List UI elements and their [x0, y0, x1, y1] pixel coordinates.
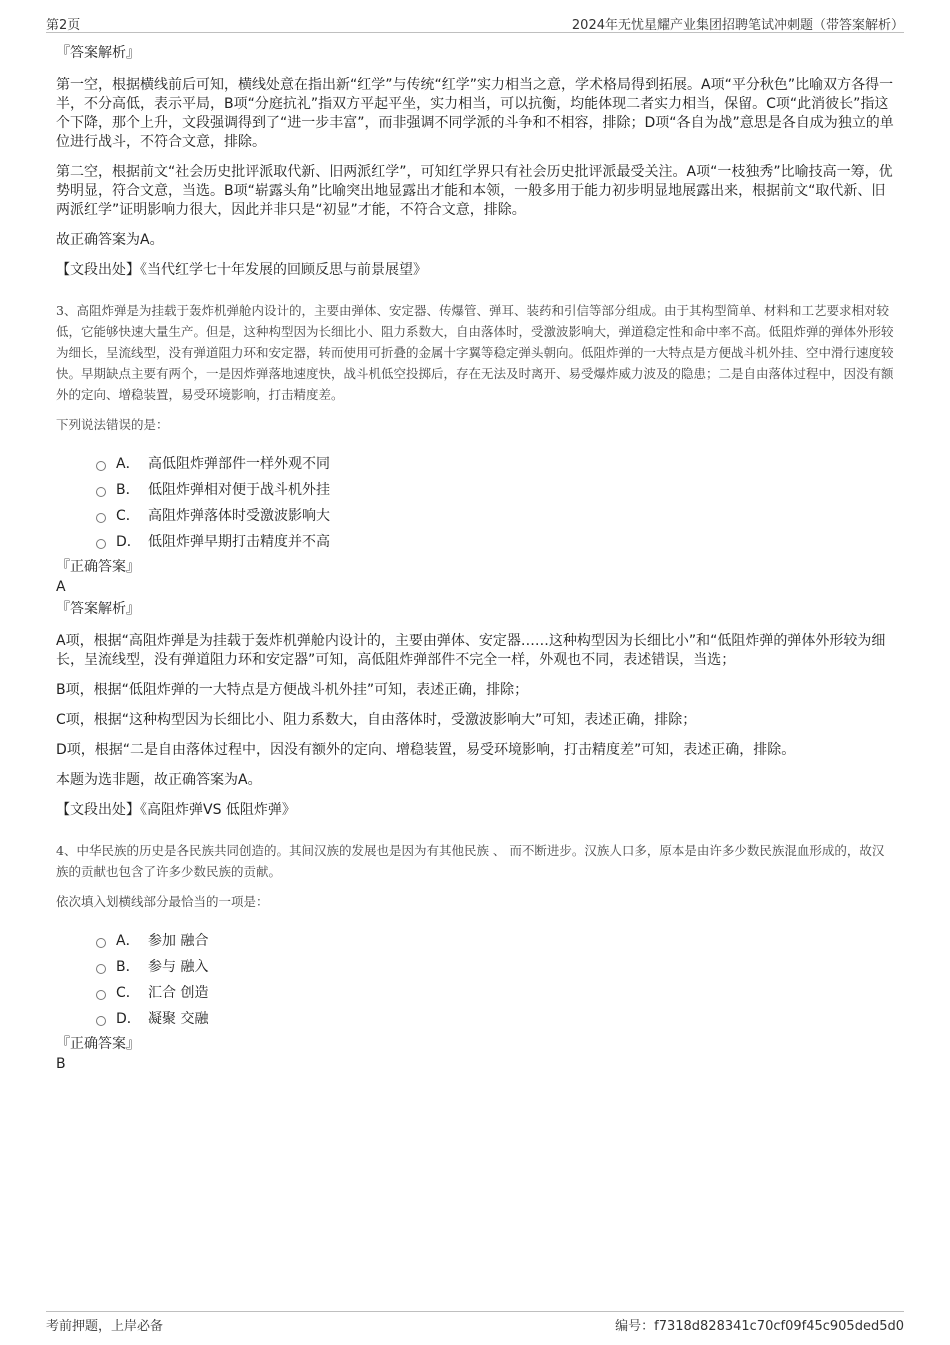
radio-icon[interactable] [96, 990, 106, 1000]
analysis-paragraph: 故正确答案为A。 [56, 232, 164, 248]
option-letter: C． [116, 508, 140, 524]
answer-value: B [56, 1056, 66, 1072]
option-b[interactable] [96, 476, 896, 502]
option-letter: A． [116, 933, 140, 949]
answer-value: A [56, 579, 66, 595]
option-c[interactable] [96, 502, 896, 528]
analysis-label: 『答案解析』 [56, 601, 140, 617]
document-id: 编号：f7318d828341c70cf09f45c905ded5d0 [615, 1319, 904, 1334]
radio-icon[interactable] [96, 539, 106, 549]
option-letter: A． [116, 456, 140, 472]
analysis-label: 『答案解析』 [56, 45, 140, 61]
footer-slogan: 考前押题，上岸必备 [46, 1319, 164, 1334]
radio-icon[interactable] [96, 487, 106, 497]
option-c[interactable] [96, 979, 896, 1005]
option-text: 参与 融入 [148, 959, 209, 975]
question-3-options [96, 450, 896, 554]
option-text: 参加 融合 [148, 933, 209, 949]
analysis-paragraph: 本题为选非题，故正确答案为A。 [56, 772, 262, 788]
radio-icon[interactable] [96, 1016, 106, 1026]
source-citation: 【文段出处】《当代红学七十年发展的回顾反思与前景展望》 [56, 262, 427, 278]
page-header [46, 14, 904, 33]
analysis-paragraph: 第一空，根据横线前后可知，横线处意在指出新“红学”与传统“红学”实力相当之意，学术格局得到拓展。A项“平分秋色”比喻双方各得一半，不分高低，表示平局，B项“分庭抗礼”指双方平起平坐，实力相当，可以抗衡，均能体现二者实力相当，保留。C项“此消彼长”指这个下降，那个上升，文段强调得到了“进一步丰富”，而非强调不同学派的斗争和不相容，排除；D项“各自为战”意思是各自成为独立的单位进行战斗，不符合文意，排除。 [56, 77, 894, 150]
option-text: 高阻炸弹落体时受激波影响大 [148, 508, 330, 524]
option-text: 低阻炸弹早期打击精度并不高 [148, 534, 330, 550]
source-citation: 【文段出处】《高阻炸弹VS 低阻炸弹》 [56, 802, 296, 818]
option-a[interactable] [96, 450, 896, 476]
radio-icon[interactable] [96, 964, 106, 974]
option-b[interactable] [96, 953, 896, 979]
analysis-paragraph: 第二空，根据前文“社会历史批评派取代新、旧两派红学”，可知红学界只有社会历史批评派最受关注。A项“一枝独秀”比喻技高一筹，优势明显，符合文意，当选。B项“崭露头角”比喻突出地显露出才能和本领，一般多用于能力初步明显地展露出来，根据前文“取代新、旧两派红学”证明影响力很大，因此并非只是“初显”才能，不符合文意，排除。 [56, 164, 893, 218]
option-letter: D． [116, 534, 141, 550]
document-title: 2024年无忧星耀产业集团招聘笔试冲刺题（带答案解析） [571, 18, 904, 33]
option-letter: B． [116, 482, 140, 498]
question-4-stem: 4、中华民族的历史是各民族共同创造的。其间汉族的发展也是因为有其他民族 、 而不断进步。汉族人口多，原本是由许多少数民族混血形成的，故汉族的贡献也包含了许多少数民族的贡献。 [56, 843, 885, 879]
option-text: 低阻炸弹相对便于战斗机外挂 [148, 482, 330, 498]
analysis-paragraph: D项，根据“二是自由落体过程中，因没有额外的定向、增稳装置，易受环境影响，打击精度差”可知，表述正确，排除。 [56, 742, 796, 758]
answer-label: 『正确答案』 [56, 559, 140, 575]
question-3-prompt: 下列说法错误的是： [56, 417, 169, 432]
option-a[interactable] [96, 927, 896, 953]
option-letter: C． [116, 985, 140, 1001]
option-text: 高低阻炸弹部件一样外观不同 [148, 456, 330, 472]
radio-icon[interactable] [96, 938, 106, 948]
answer-label: 『正确答案』 [56, 1036, 140, 1052]
option-letter: B． [116, 959, 140, 975]
document-body [56, 44, 896, 1077]
analysis-paragraph: B项，根据“低阻炸弹的一大特点是方便战斗机外挂”可知，表述正确，排除； [56, 682, 529, 698]
radio-icon[interactable] [96, 461, 106, 471]
option-d[interactable] [96, 1005, 896, 1031]
radio-icon[interactable] [96, 513, 106, 523]
option-text: 凝聚 交融 [148, 1011, 209, 1027]
question-4-prompt: 依次填入划横线部分最恰当的一项是： [56, 894, 269, 909]
page-number: 第2页 [46, 18, 81, 33]
analysis-paragraph: C项，根据“这种构型因为长细比小、阻力系数大，自由落体时，受激波影响大”可知，表述正确，排除； [56, 712, 697, 728]
question-3-stem: 3、高阻炸弹是为挂载于轰炸机弹舱内设计的，主要由弹体、安定器、传爆管、弹耳、装药和引信等部分组成。由于其构型简单、材料和工艺要求相对较低，它能够快速大量生产。但是，这种构型因为长细比小、阻力系数大，自由落体时，受激波影响大，弹道稳定性和命中率不高。低阻炸弹的弹体外形较为细长，呈流线型，没有弹道阻力环和安定器，转而使用可折叠的金属十字翼等稳定弹头朝向。低阻炸弹的一大特点是方便战斗机外挂、空中滑行速度较快。早期缺点主要有两个，一是因炸弹落地速度快，战斗机低空投掷后，存在无法及时离开、易受爆炸威力波及的隐患；二是自由落体过程中，因没有额外的定向、增稳装置，易受环境影响，打击精度差。 [56, 303, 894, 402]
option-text: 汇合 创造 [148, 985, 209, 1001]
page-footer [46, 1311, 904, 1333]
option-letter: D． [116, 1011, 141, 1027]
question-4-options [96, 927, 896, 1031]
option-d[interactable] [96, 528, 896, 554]
analysis-paragraph: A项，根据“高阻炸弹是为挂载于轰炸机弹舱内设计的，主要由弹体、安定器……这种构型因为长细比小”和“低阻炸弹的弹体外形较为细长，呈流线型，没有弹道阻力环和安定器”可知，高低阻炸弹部件不完全一样，外观也不同，表述错误，当选； [56, 633, 886, 668]
